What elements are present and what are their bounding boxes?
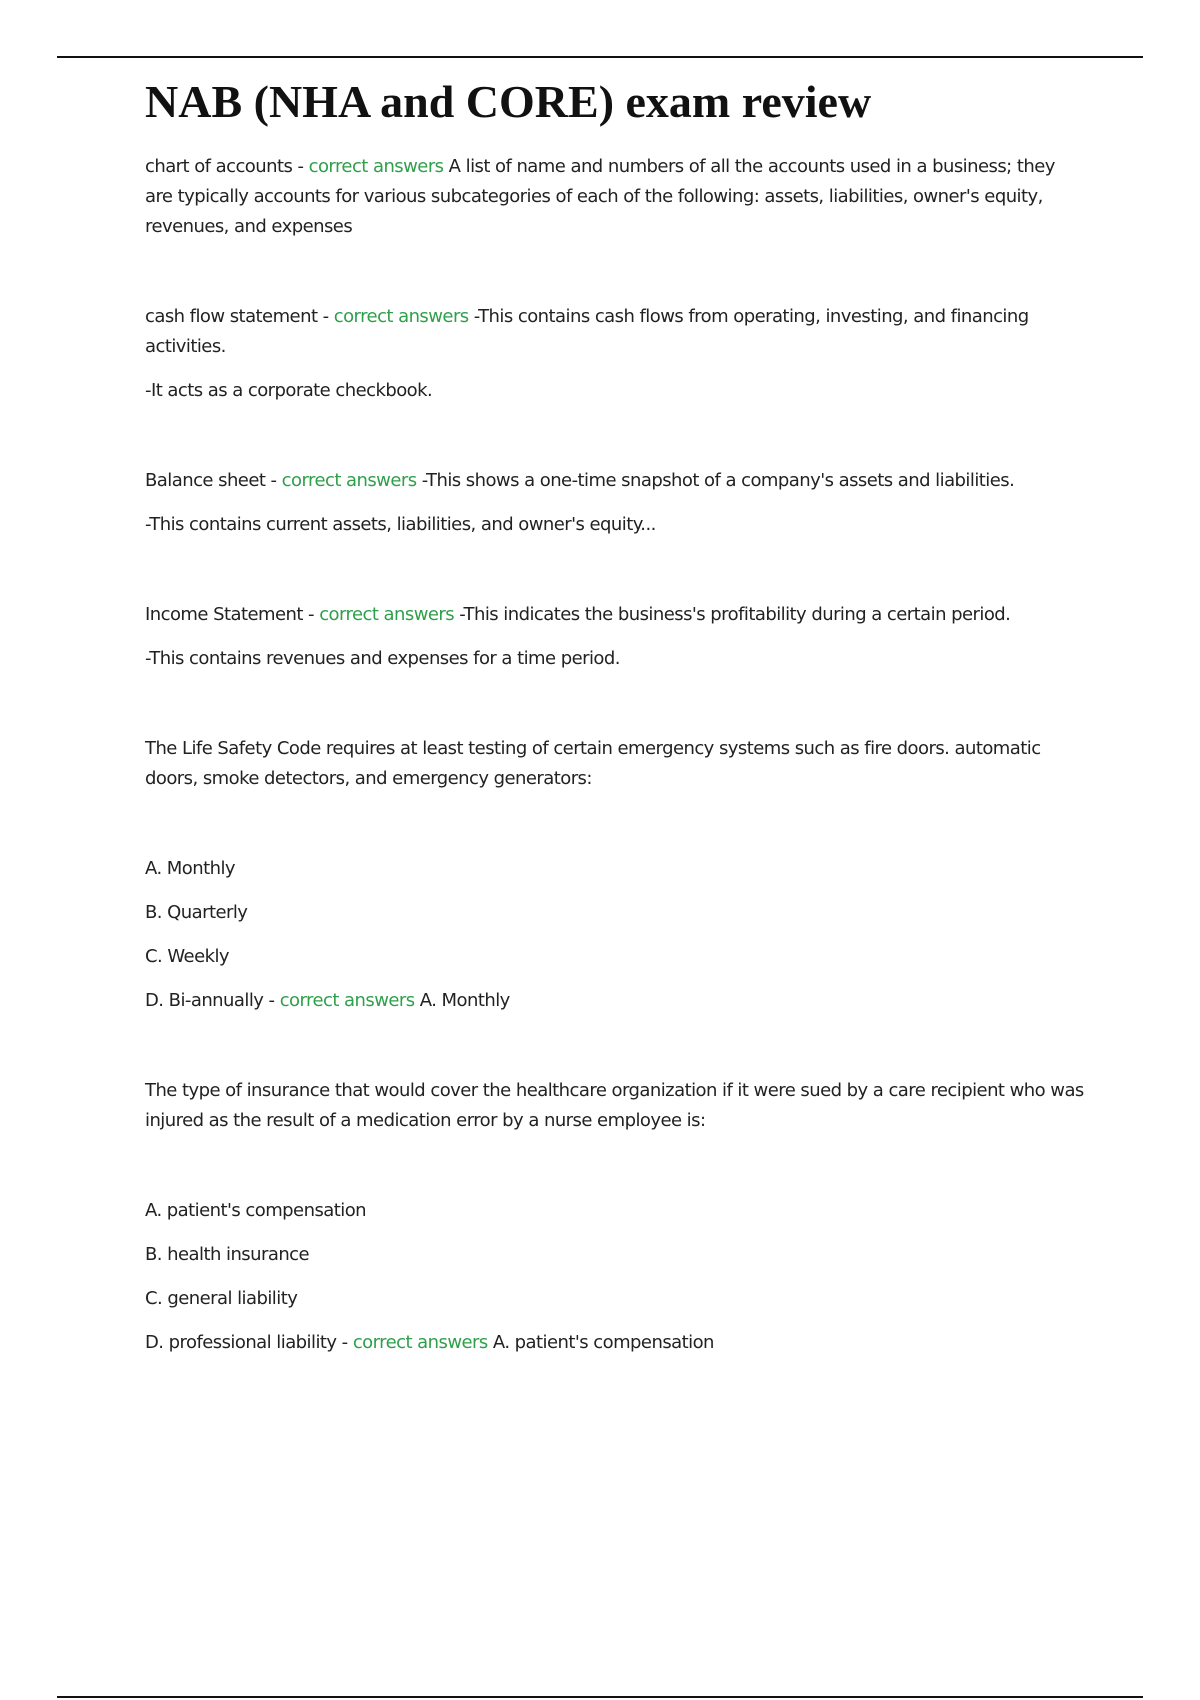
spacer bbox=[145, 406, 1085, 466]
spacer bbox=[145, 242, 1085, 302]
correct-answers-marker: correct answers bbox=[319, 604, 455, 625]
entry-chart-of-accounts bbox=[145, 152, 1085, 242]
spacer bbox=[145, 496, 1085, 510]
correct-answers-marker: correct answers bbox=[333, 306, 469, 327]
separator: - bbox=[292, 156, 309, 177]
spacer bbox=[145, 972, 1085, 986]
spacer bbox=[145, 884, 1085, 898]
bottom-rule bbox=[57, 1696, 1143, 1698]
separator: - bbox=[263, 990, 280, 1011]
question-option-with-answer bbox=[145, 986, 1085, 1016]
question-option: C. general liability bbox=[145, 1288, 298, 1309]
spacer bbox=[145, 540, 1085, 600]
entry-term: cash flow statement bbox=[145, 306, 318, 327]
spacer bbox=[145, 1314, 1085, 1328]
correct-answers-marker: correct answers bbox=[352, 1332, 488, 1353]
question-option: A. Monthly bbox=[145, 858, 236, 879]
document-body bbox=[145, 72, 1085, 1358]
entry-answer: -This contains cash flows from operating, investing, and financing activities. bbox=[145, 306, 1029, 357]
top-rule bbox=[57, 56, 1143, 58]
entry-term: Income Statement bbox=[145, 604, 303, 625]
correct-answers-marker: correct answers bbox=[281, 470, 417, 491]
document-title: NAB (NHA and CORE) exam review bbox=[145, 76, 872, 127]
entry-extra-line: -This contains current assets, liabilities, and owner's equity... bbox=[145, 514, 656, 535]
entry-answer: -This shows a one-time snapshot of a company's assets and liabilities. bbox=[416, 470, 1015, 491]
question-option: B. health insurance bbox=[145, 1244, 310, 1265]
spacer bbox=[145, 1136, 1085, 1196]
entry-answer: A list of name and numbers of all the accounts used in a business; they are typically accounts for various subcategories of each of the following: assets, liabilities, owner's equity, revenues, and expenses bbox=[145, 156, 1055, 237]
correct-answers-marker: correct answers bbox=[308, 156, 444, 177]
entry-balance-sheet bbox=[145, 466, 1085, 496]
question-life-safety-code: The Life Safety Code requires at least testing of certain emergency systems such as fire doors. automatic doors, smoke detectors, and emergency generators: bbox=[145, 738, 1041, 789]
entry-term: Balance sheet bbox=[145, 470, 266, 491]
question-option-with-answer bbox=[145, 1328, 1085, 1358]
spacer bbox=[145, 794, 1085, 854]
correct-answers-marker: correct answers bbox=[279, 990, 415, 1011]
separator: - bbox=[317, 306, 334, 327]
entry-extra-line: -This contains revenues and expenses for a time period. bbox=[145, 648, 620, 669]
spacer bbox=[145, 362, 1085, 376]
entry-cash-flow-statement bbox=[145, 302, 1085, 362]
spacer bbox=[145, 1270, 1085, 1284]
entry-extra-line: -It acts as a corporate checkbook. bbox=[145, 380, 433, 401]
option-text: D. Bi-annually bbox=[145, 990, 264, 1011]
separator: - bbox=[336, 1332, 353, 1353]
separator: - bbox=[265, 470, 282, 491]
option-text: D. professional liability bbox=[145, 1332, 337, 1353]
spacer bbox=[145, 630, 1085, 644]
entry-term: chart of accounts bbox=[145, 156, 293, 177]
question-answer: A. patient's compensation bbox=[487, 1332, 714, 1353]
entry-answer: -This indicates the business's profitability during a certain period. bbox=[454, 604, 1011, 625]
spacer bbox=[145, 928, 1085, 942]
spacer bbox=[145, 1226, 1085, 1240]
question-option: A. patient's compensation bbox=[145, 1200, 367, 1221]
question-option: C. Weekly bbox=[145, 946, 230, 967]
spacer bbox=[145, 674, 1085, 734]
question-answer: A. Monthly bbox=[414, 990, 510, 1011]
separator: - bbox=[302, 604, 320, 625]
entry-income-statement bbox=[145, 600, 1085, 630]
question-insurance-type: The type of insurance that would cover the healthcare organization if it were sued by a care recipient who was injured as the result of a medication error by a nurse employee is: bbox=[145, 1080, 1084, 1131]
spacer bbox=[145, 1016, 1085, 1076]
question-option: B. Quarterly bbox=[145, 902, 248, 923]
